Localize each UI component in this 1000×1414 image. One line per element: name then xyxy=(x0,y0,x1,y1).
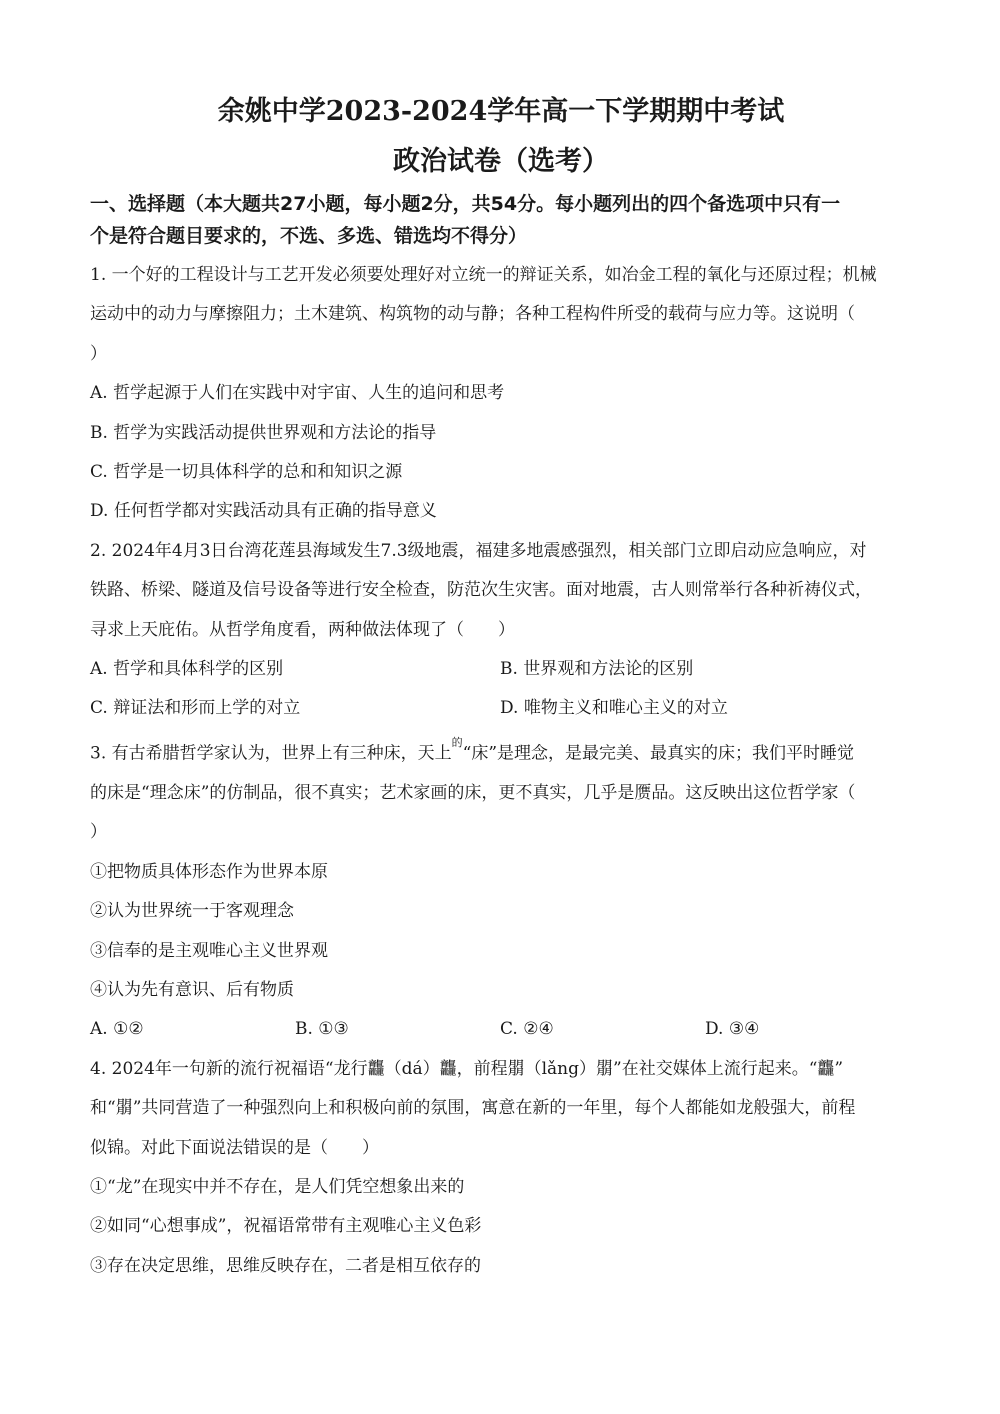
option-d: D. ③④ xyxy=(705,1019,760,1040)
option-row xyxy=(90,689,912,728)
option-b: B. ①③ xyxy=(295,1019,349,1040)
exam-subtitle: 政治试卷（选考） xyxy=(393,146,609,177)
question-4 xyxy=(90,1050,912,1286)
statement-item: ③信奉的是主观唯心主义世界观 xyxy=(90,940,328,961)
question-stem-line: 的床是“理念床”的仿制品，很不真实；艺术家画的床，更不真实，几乎是赝品。这反映出这位哲学家（ xyxy=(90,782,856,803)
question-stem-line: 铁路、桥梁、隧道及信号设备等进行安全检查，防范次生灾害。面对地震，古人则常举行各种祈祷仪式， xyxy=(90,580,872,601)
question-stem-line: 4. 2024年一句新的流行祝福语“龙行龘（dá）龘，前程朤（lǎng）朤”在社交媒体上流行起来。“龘” xyxy=(90,1058,844,1079)
question-stem-line: 似锦。对此下面说法错误的是（ ） xyxy=(90,1137,379,1158)
statement-item: ①把物质具体形态作为世界本原 xyxy=(90,861,328,882)
question-stem-line: 2. 2024年4月3日台湾花莲县海域发生7.3级地震，福建多地震感强烈，相关部门立即启动应急响应，对 xyxy=(90,540,867,561)
question-stem-line: 运动中的动力与摩擦阻力；土木建筑、构筑物的动与静；各种工程构件所受的载荷与应力等。这说明（ xyxy=(90,304,855,325)
question-2 xyxy=(90,532,912,729)
statement-item: ④认为先有意识、后有物质 xyxy=(90,979,294,1000)
statement-item: ②如同“心想事成”，祝福语常带有主观唯心主义色彩 xyxy=(90,1216,482,1237)
section-heading-line: 个是符合题目要求的，不选、多选、错选均不得分） xyxy=(90,225,528,247)
question-stem-line: ） xyxy=(90,822,107,843)
option-a: A. ①② xyxy=(90,1019,144,1040)
option-b: B. 哲学为实践活动提供世界观和方法论的指导 xyxy=(90,422,437,443)
stem-text: 3. 有古希腊哲学家认为，世界上有三种床，天上 xyxy=(90,743,452,764)
question-3 xyxy=(90,729,912,1050)
option-a: A. 哲学和具体科学的区别 xyxy=(90,659,284,680)
option-d: D. 唯物主义和唯心主义的对立 xyxy=(500,698,728,719)
question-stem-line xyxy=(90,729,912,774)
section-heading-line: 一、选择题（本大题共27小题，每小题2分，共54分。每小题列出的四个备选项中只有一 xyxy=(90,193,841,215)
option-row xyxy=(90,1010,912,1049)
option-c: C. 哲学是一切具体科学的总和和知识之源 xyxy=(90,462,403,483)
question-stem-line: 1. 一个好的工程设计与工艺开发必须要处理好对立统一的辩证关系，如冶金工程的氧化与还原过程；机械 xyxy=(90,265,877,285)
exam-title: 余姚中学2023-2024学年高一下学期期中考试 xyxy=(217,96,785,127)
stem-superscript: 的 xyxy=(451,735,463,749)
statement-item: ③存在决定思维，思维反映存在，二者是相互依存的 xyxy=(90,1255,481,1276)
option-b: B. 世界观和方法论的区别 xyxy=(500,659,694,680)
option-a: A. 哲学起源于人们在实践中对宇宙、人生的追问和思考 xyxy=(90,383,505,404)
option-c: C. 辩证法和形而上学的对立 xyxy=(90,698,301,719)
statement-item: ①“龙”在现实中并不存在，是人们凭空想象出来的 xyxy=(90,1177,465,1197)
question-stem-line: 寻求上天庇佑。从哲学角度看，两种做法体现了（ ） xyxy=(90,619,515,640)
option-row xyxy=(90,650,912,689)
question-1 xyxy=(90,256,912,532)
option-c: C. ②④ xyxy=(500,1019,554,1040)
option-d: D. 任何哲学都对实践活动具有正确的指导意义 xyxy=(90,501,437,522)
question-stem-line: 和“朤”共同营造了一种强烈向上和积极向前的氛围，寓意在新的一年里，每个人都能如龙般强大，前程 xyxy=(90,1098,856,1119)
stem-text: “床”是理念，是最完美、最真实的床；我们平时睡觉 xyxy=(462,743,855,764)
section-heading xyxy=(90,188,912,252)
statement-item: ②认为世界统一于客观理念 xyxy=(90,901,294,922)
question-stem-line: ） xyxy=(90,343,107,364)
